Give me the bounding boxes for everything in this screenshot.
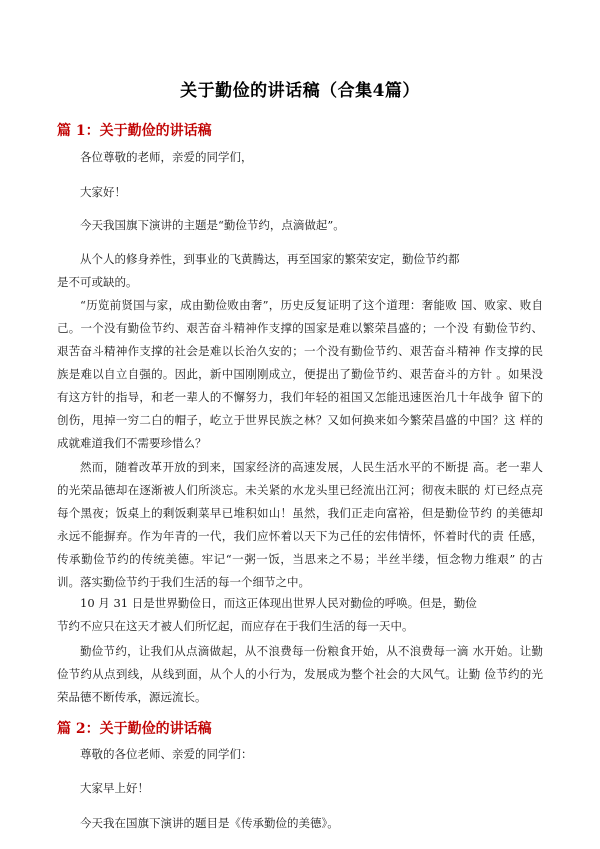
section-1-paragraph-intro xyxy=(57,248,543,294)
section-2-heading: 篇 2：关于勤俭的讲话稿 xyxy=(57,721,212,737)
section-1-topic: 今天我国旗下演讲的主题是“勤俭节约，点滴做起”。 xyxy=(80,218,345,232)
document-title: 关于勤俭的讲话稿（合集4篇） xyxy=(180,81,420,101)
section-1-greeting: 大家好！ xyxy=(80,185,126,199)
section-2-salutation: 尊敬的各位老师、亲爱的同学们： xyxy=(80,747,253,761)
paragraph-line: 是不可或缺的。 xyxy=(57,275,138,289)
section-2-topic: 今天我在国旗下演讲的题目是《传承勤俭的美德》。 xyxy=(80,816,339,830)
section-1-paragraph-history: “历览前贤国与家，成由勤俭败由奢”，历史反复证明了这个道理：奢能败 国、败家、败自己。一个没有勤俭节约、艰苦奋斗精神作支撑的国家是难以繁荣昌盛的；一个没 有勤俭节约、艰苦奋斗精神作支撑的社会是难以长治久安的；一个没有勤俭节约、艰苦奋斗精神 作支撑的民族是难以自立自强的。因此，新中国刚刚成立，便提出了勤俭节约、艰苦奋斗的方针 。如果没有这方针的指导，和老一辈人的不懈努力，我们年轻的祖国又怎能迅速医治几十年战争 留下的创伤，甩掉一穷二白的帽子，屹立于世界民族之林？又如何换来如今繁荣昌盛的中国？这 样的成就难道我们不需要珍惜么？ xyxy=(57,298,543,450)
section-1-paragraph-conclusion: 勤俭节约，让我们从点滴做起，从不浪费每一份粮食开始，从不浪费每一滴 水开始。让勤俭节约从点到线，从线到面，从个人的小行为，发展成为整个社会的大风气。让勤 俭节约的光荣品德不断传承，源远流长。 xyxy=(57,644,543,704)
paragraph-line: 10 月 31 日是世界勤俭日，而这正体现出世界人民对勤俭的呼唤。但是，勤俭 xyxy=(80,596,477,610)
section-1-paragraph-thrift-day xyxy=(57,592,543,638)
paragraph-line: 节约不应只在这天才被人们所忆起，而应存在于我们生活的每一天中。 xyxy=(57,619,414,633)
section-1-heading: 篇 1：关于勤俭的讲话稿 xyxy=(57,123,212,139)
section-1-paragraph-reform: 然而，随着改革开放的到来，国家经济的高速发展，人民生活水平的不断提 高。老一辈人的光荣品德却在逐渐被人们所淡忘。未关紧的水龙头里已经流出江河；彻夜未眠的 灯已经点亮每个黑夜；饭桌上的剩饭剩菜早已堆积如山！虽然，我们正走向富裕，但是勤俭节约 的美德却永远不能摒弃。作为年青的一代，我们应怀着以天下为己任的宏伟情怀，怀着时代的责 任感，传承勤俭节约的传统美德。牢记“一粥一饭，当思来之不易；半丝半缕，恒念物力维艰” 的古训。落实勤俭节约于我们生活的每一个细节之中。 xyxy=(57,460,543,589)
section-1-salutation: 各位尊敬的老师，亲爱的同学们， xyxy=(80,150,253,164)
section-2-greeting: 大家早上好！ xyxy=(80,781,149,795)
paragraph-line: 从个人的修身养性，到事业的飞黄腾达，再至国家的繁荣安定，勤俭节约都 xyxy=(80,252,460,266)
